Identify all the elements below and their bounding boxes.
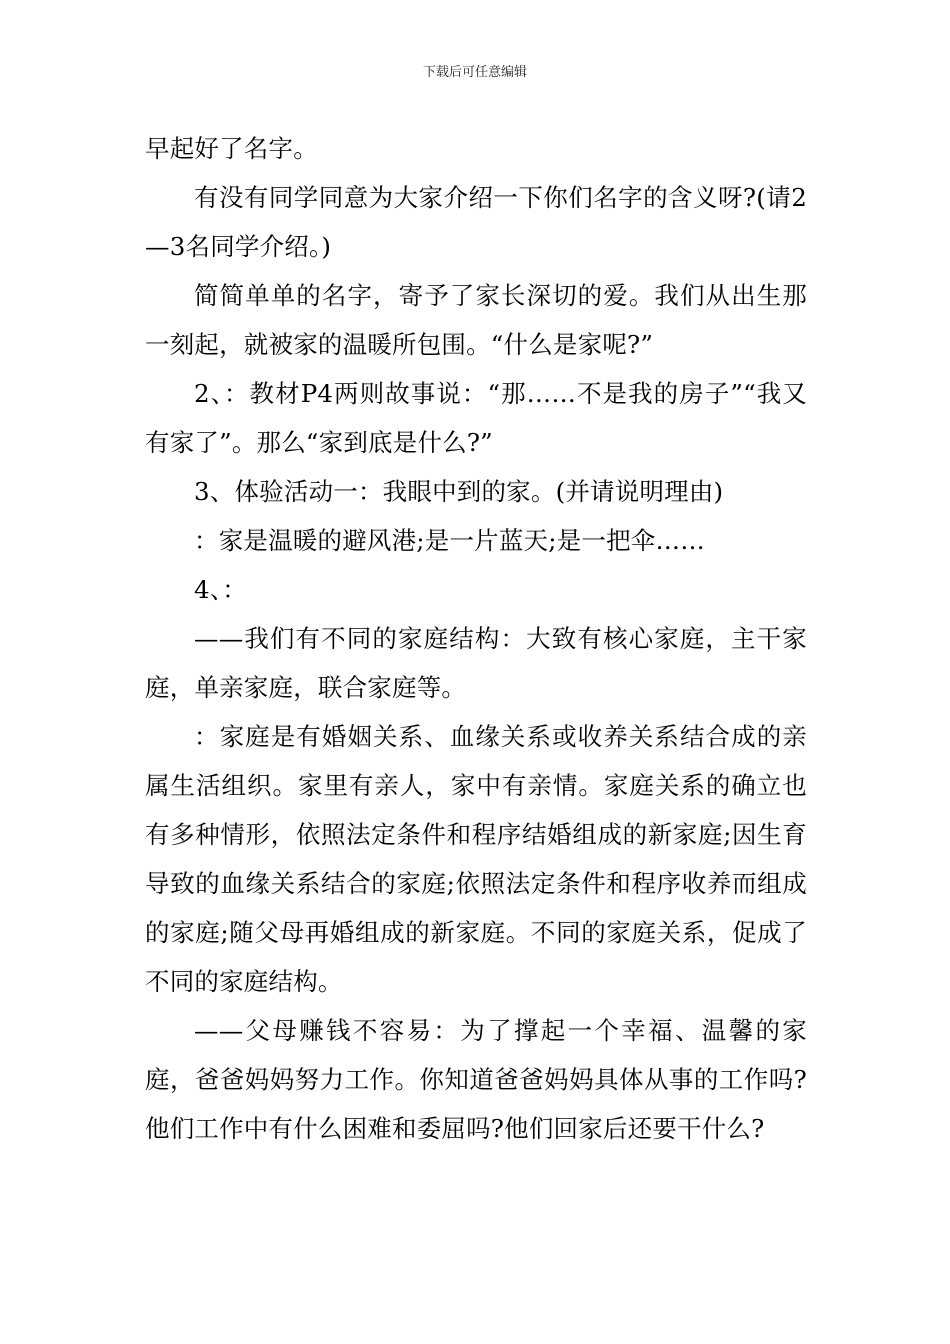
paragraph-family-definition: ：家庭是有婚姻关系、血缘关系或收养关系结合成的亲属生活组织。家里有亲人，家中有亲情。家庭关系的确立也有多种情形，依照法定条件和程序结婚组成的新家庭;因生育导致的血缘关系结合的家庭;依照法定条件和程序收养而组成的家庭;随父母再婚组成的新家庭。不同的家庭关系，促成了不同的家庭结构。 xyxy=(145,722,807,996)
paragraph-step-3: 3、体验活动一：我眼中到的家。(并请说明理由) xyxy=(194,477,724,506)
document-body xyxy=(145,124,807,1153)
paragraph-family-structure: ——我们有不同的家庭结构：大致有核心家庭，主干家庭，单亲家庭，联合家庭等。 xyxy=(145,624,807,702)
paragraph-parents-work: ——父母赚钱不容易：为了撑起一个幸福、温馨的家庭，爸爸妈妈努力工作。你知道爸爸妈妈具体从事的工作吗?他们工作中有什么困难和委屈吗?他们回家后还要干什么? xyxy=(145,1016,807,1143)
paragraph-what-is-home: 简简单单的名字，寄予了家长深切的爱。我们从出生那一刻起，就被家的温暖所包围。“什么是家呢?” xyxy=(145,281,807,359)
page-header: 下载后可任意编辑 xyxy=(422,65,527,80)
paragraph-step-2: 2、：教材P4两则故事说：“那……不是我的房子”“我又有家了”。那么“家到底是什么?” xyxy=(145,379,807,457)
paragraph-name-ending: 早起好了名字。 xyxy=(145,134,318,163)
paragraph-home-is: ：家是温暖的避风港;是一片蓝天;是一把伞…… xyxy=(194,526,705,555)
paragraph-step-4: 4、： xyxy=(194,575,247,604)
paragraph-name-meaning: 有没有同学同意为大家介绍一下你们名字的含义呀?(请2—3名同学介绍。) xyxy=(145,183,807,261)
